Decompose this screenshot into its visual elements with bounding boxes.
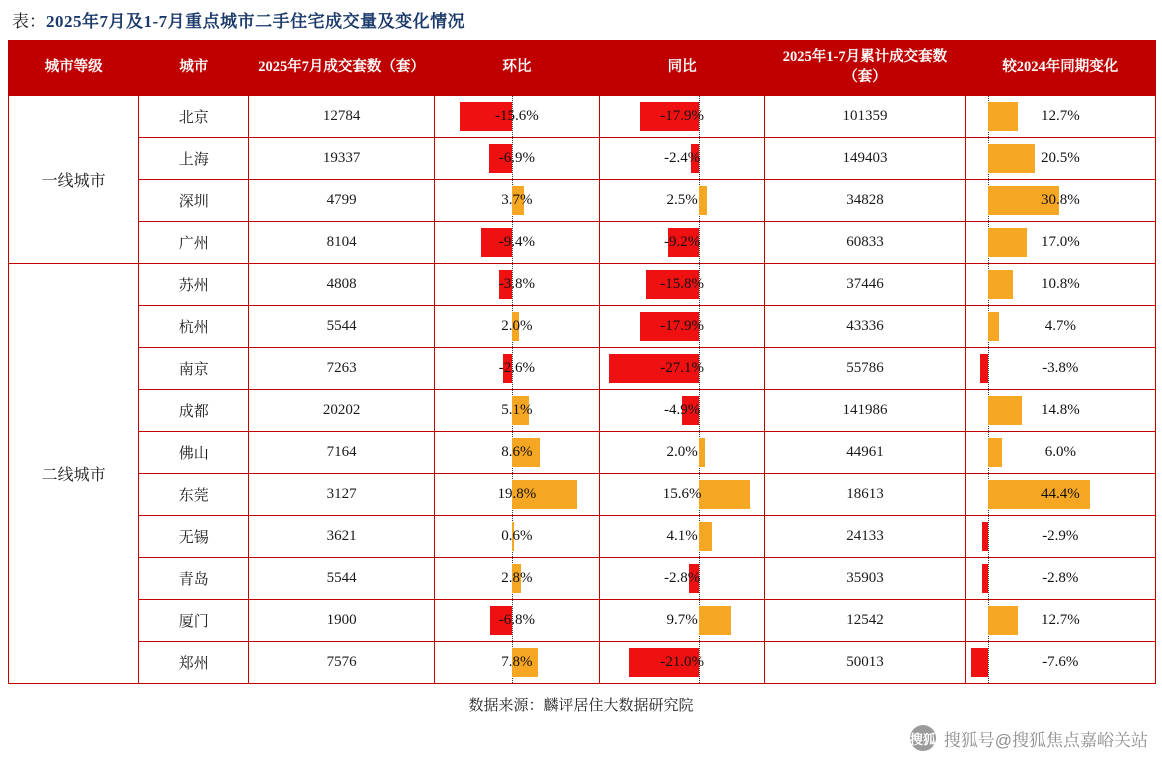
- cell-yoy-cumulative: [965, 558, 1155, 600]
- cell-yoy-cumulative-label: 17.0%: [1040, 234, 1080, 250]
- table-row: [9, 306, 1156, 348]
- cell-july-count: 12784: [249, 96, 434, 138]
- cell-yoy-cumulative-label: 14.8%: [1040, 402, 1080, 418]
- cell-city: 南京: [139, 348, 249, 390]
- cell-july-count: 4808: [249, 264, 434, 306]
- cell-cumulative: 35903: [765, 558, 965, 600]
- cell-yoy-cumulative: [965, 222, 1155, 264]
- table-row: [9, 558, 1156, 600]
- cell-yoy-label: 2.5%: [666, 192, 698, 208]
- cell-mom: [434, 96, 599, 138]
- cell-yoy-cumulative-label: 44.4%: [1040, 486, 1080, 502]
- cell-yoy: [600, 306, 765, 348]
- cell-yoy-cumulative: [965, 600, 1155, 642]
- cell-cumulative: 24133: [765, 516, 965, 558]
- cell-city: 青岛: [139, 558, 249, 600]
- cell-yoy-cumulative-label: -2.9%: [1042, 528, 1079, 544]
- table-row: [9, 180, 1156, 222]
- cell-mom-label: 19.8%: [497, 486, 537, 502]
- data-table: [8, 40, 1156, 684]
- cell-july-count: 5544: [249, 306, 434, 348]
- cell-mom-label: -6.9%: [498, 150, 535, 166]
- cell-city: 广州: [139, 222, 249, 264]
- cell-mom: [434, 264, 599, 306]
- cell-yoy-label: -2.8%: [664, 570, 701, 586]
- cell-yoy: [600, 474, 765, 516]
- cell-cumulative: 43336: [765, 306, 965, 348]
- cell-mom-label: 5.1%: [501, 402, 533, 418]
- cell-yoy-cumulative: [965, 642, 1155, 684]
- cell-mom-label: -2.6%: [498, 360, 535, 376]
- table-row: [9, 138, 1156, 180]
- cell-yoy: [600, 432, 765, 474]
- cell-yoy-cumulative: [965, 180, 1155, 222]
- cell-yoy-cumulative: [965, 264, 1155, 306]
- cell-mom-label: 0.6%: [501, 528, 533, 544]
- cell-cumulative: 18613: [765, 474, 965, 516]
- cell-yoy: [600, 96, 765, 138]
- col-header-yoy-cumulative: 较2024年同期变化: [965, 41, 1155, 96]
- cell-yoy-cumulative-label: 10.8%: [1040, 276, 1080, 292]
- cell-yoy-label: -2.4%: [664, 150, 701, 166]
- col-header-yoy: 同比: [600, 41, 765, 96]
- title-main: 2025年7月及1-7月重点城市二手住宅成交量及变化情况: [46, 11, 466, 31]
- cell-yoy-cumulative-label: 12.7%: [1040, 108, 1080, 124]
- cell-yoy: [600, 264, 765, 306]
- table-row: [9, 390, 1156, 432]
- cell-yoy-cumulative-label: -2.8%: [1042, 570, 1079, 586]
- table-row: [9, 222, 1156, 264]
- cell-july-count: 3621: [249, 516, 434, 558]
- cell-mom: [434, 432, 599, 474]
- cell-mom: [434, 474, 599, 516]
- table-row: [9, 600, 1156, 642]
- cell-yoy-label: -21.0%: [660, 654, 705, 670]
- cell-july-count: 7576: [249, 642, 434, 684]
- cell-yoy: [600, 180, 765, 222]
- cell-mom: [434, 600, 599, 642]
- col-header-july-count: 2025年7月成交套数（套）: [249, 41, 434, 96]
- cell-yoy-label: -4.9%: [664, 402, 701, 418]
- cell-city: 杭州: [139, 306, 249, 348]
- cell-cumulative: 44961: [765, 432, 965, 474]
- cell-yoy: [600, 222, 765, 264]
- title-prefix: 表：: [12, 11, 46, 31]
- col-header-cumulative: 2025年1-7月累计成交套数（套）: [765, 41, 965, 96]
- cell-yoy-cumulative: [965, 138, 1155, 180]
- cell-july-count: 19337: [249, 138, 434, 180]
- cell-mom-label: 7.8%: [501, 654, 533, 670]
- cell-cumulative: 60833: [765, 222, 965, 264]
- cell-yoy-cumulative: [965, 474, 1155, 516]
- cell-cumulative: 55786: [765, 348, 965, 390]
- cell-mom: [434, 222, 599, 264]
- cell-july-count: 1900: [249, 600, 434, 642]
- cell-mom-label: -6.8%: [498, 612, 535, 628]
- cell-yoy-cumulative-label: 12.7%: [1040, 612, 1080, 628]
- cell-yoy-cumulative: [965, 390, 1155, 432]
- cell-mom-label: 2.8%: [501, 570, 533, 586]
- cell-july-count: 7164: [249, 432, 434, 474]
- cell-city: 佛山: [139, 432, 249, 474]
- cell-yoy-cumulative-label: 6.0%: [1044, 444, 1076, 460]
- cell-yoy-cumulative: [965, 348, 1155, 390]
- page-title: [0, 0, 1162, 40]
- cell-mom-label: -3.8%: [498, 276, 535, 292]
- cell-cumulative: 149403: [765, 138, 965, 180]
- cell-mom-label: -9.4%: [498, 234, 535, 250]
- table-row: [9, 264, 1156, 306]
- cell-yoy: [600, 138, 765, 180]
- cell-mom: [434, 348, 599, 390]
- cell-tier: 二线城市: [9, 264, 139, 684]
- cell-july-count: 4799: [249, 180, 434, 222]
- cell-yoy: [600, 348, 765, 390]
- cell-yoy-label: -17.9%: [660, 318, 705, 334]
- cell-cumulative: 37446: [765, 264, 965, 306]
- cell-july-count: 5544: [249, 558, 434, 600]
- cell-july-count: 8104: [249, 222, 434, 264]
- cell-cumulative: 141986: [765, 390, 965, 432]
- cell-july-count: 3127: [249, 474, 434, 516]
- table-header-row: [9, 41, 1156, 96]
- cell-city: 厦门: [139, 600, 249, 642]
- cell-mom: [434, 180, 599, 222]
- watermark-text: 搜狐号@搜狐焦点嘉峪关站: [943, 730, 1148, 750]
- table-row: [9, 516, 1156, 558]
- sohu-logo-icon: 搜狐: [910, 725, 936, 751]
- table-body: [9, 96, 1156, 684]
- cell-mom-label: 8.6%: [501, 444, 533, 460]
- cell-yoy: [600, 600, 765, 642]
- cell-mom: [434, 642, 599, 684]
- table-row: [9, 96, 1156, 138]
- source-note: 数据来源：麟评居住大数据研究院: [468, 698, 694, 714]
- cell-yoy-cumulative-label: -7.6%: [1042, 654, 1079, 670]
- cell-cumulative: 34828: [765, 180, 965, 222]
- cell-cumulative: 101359: [765, 96, 965, 138]
- cell-mom: [434, 138, 599, 180]
- cell-tier: 一线城市: [9, 96, 139, 264]
- cell-mom-label: -15.6%: [494, 108, 539, 124]
- cell-mom-label: 2.0%: [501, 318, 533, 334]
- table-row: [9, 348, 1156, 390]
- cell-yoy-label: -17.9%: [660, 108, 705, 124]
- cell-mom: [434, 390, 599, 432]
- cell-yoy-cumulative: [965, 306, 1155, 348]
- cell-cumulative: 12542: [765, 600, 965, 642]
- cell-yoy-cumulative: [965, 96, 1155, 138]
- cell-city: 郑州: [139, 642, 249, 684]
- cell-yoy-cumulative-label: 20.5%: [1040, 150, 1080, 166]
- cell-yoy-cumulative-label: 30.8%: [1040, 192, 1080, 208]
- cell-yoy: [600, 390, 765, 432]
- cell-yoy-cumulative-label: 4.7%: [1044, 318, 1076, 334]
- cell-yoy-cumulative: [965, 432, 1155, 474]
- cell-city: 无锡: [139, 516, 249, 558]
- cell-city: 东莞: [139, 474, 249, 516]
- cell-yoy-label: -27.1%: [660, 360, 705, 376]
- cell-july-count: 20202: [249, 390, 434, 432]
- cell-city: 成都: [139, 390, 249, 432]
- cell-mom-label: 3.7%: [501, 192, 533, 208]
- cell-yoy-label: 15.6%: [662, 486, 702, 502]
- cell-mom: [434, 558, 599, 600]
- cell-yoy-cumulative-label: -3.8%: [1042, 360, 1079, 376]
- cell-mom: [434, 306, 599, 348]
- cell-yoy: [600, 642, 765, 684]
- col-header-city: 城市: [139, 41, 249, 96]
- cell-yoy: [600, 516, 765, 558]
- cell-july-count: 7263: [249, 348, 434, 390]
- table-row: [9, 642, 1156, 684]
- table-row: [9, 432, 1156, 474]
- watermark: [910, 725, 1148, 751]
- cell-yoy-label: 2.0%: [666, 444, 698, 460]
- cell-yoy-cumulative: [965, 516, 1155, 558]
- cell-city: 苏州: [139, 264, 249, 306]
- cell-mom: [434, 516, 599, 558]
- cell-city: 上海: [139, 138, 249, 180]
- cell-cumulative: 50013: [765, 642, 965, 684]
- cell-yoy-label: 9.7%: [666, 612, 698, 628]
- cell-yoy-label: -9.2%: [664, 234, 701, 250]
- col-header-tier: 城市等级: [9, 41, 139, 96]
- col-header-mom: 环比: [434, 41, 599, 96]
- table-row: [9, 474, 1156, 516]
- cell-yoy-label: 4.1%: [666, 528, 698, 544]
- cell-yoy: [600, 558, 765, 600]
- cell-city: 深圳: [139, 180, 249, 222]
- cell-city: 北京: [139, 96, 249, 138]
- cell-yoy-label: -15.8%: [660, 276, 705, 292]
